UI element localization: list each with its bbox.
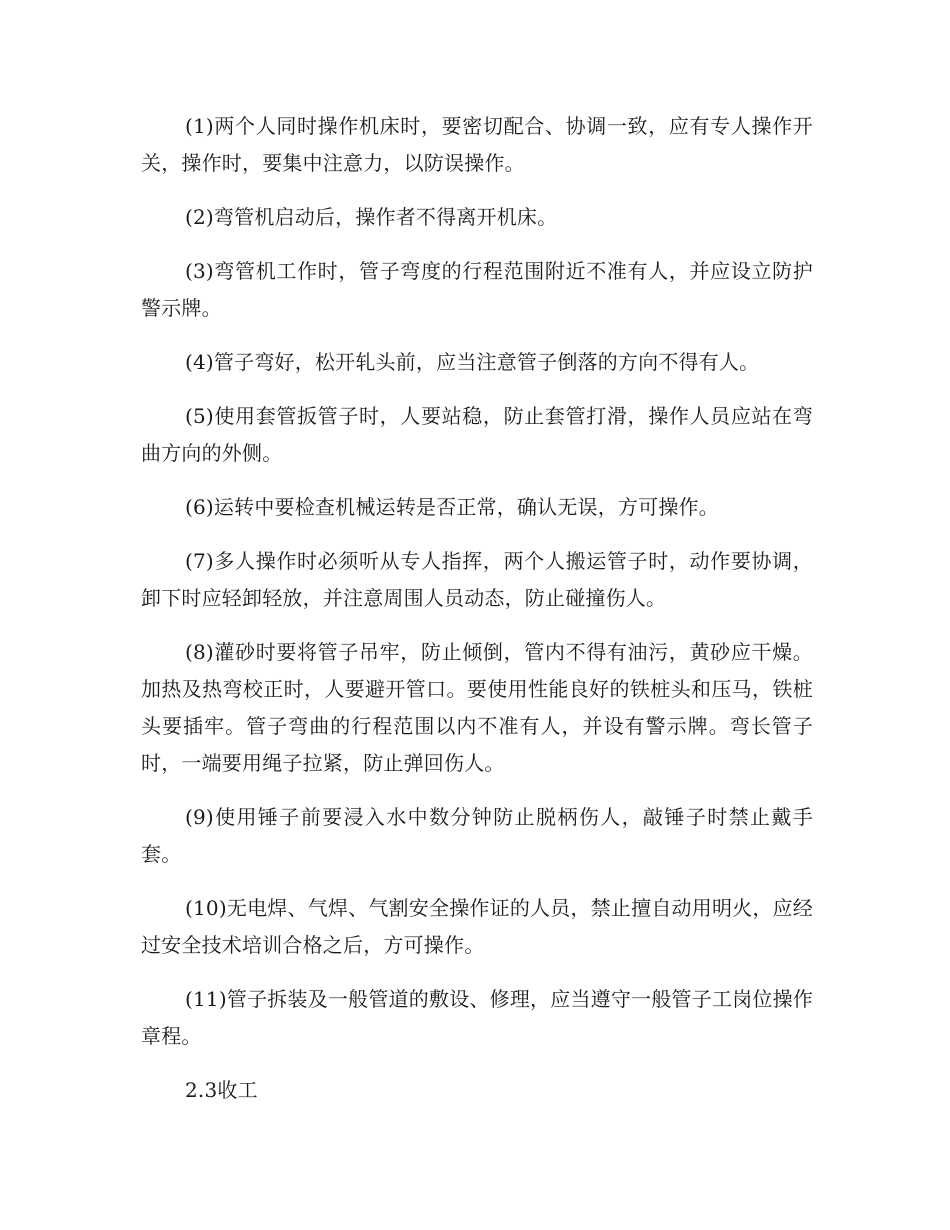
paragraph-4: (4)管子弯好，松开轧头前，应当注意管子倒落的方向不得有人。 <box>185 350 760 374</box>
document-body <box>141 108 813 1109</box>
paragraph-1: (1)两个人同时操作机床时，要密切配合、协调一致，应有专人操作开关，操作时，要集中注意力，以防误操作。 <box>141 114 813 175</box>
paragraph-6: (6)运转中要检查机械运转是否正常，确认无误，方可操作。 <box>185 495 719 519</box>
paragraph-11: (11)管子拆装及一般管道的敷设、修理，应当遵守一般管子工岗位操作章程。 <box>141 987 813 1048</box>
section-heading: 2.3收工 <box>185 1078 258 1102</box>
paragraph-2: (2)弯管机启动后，操作者不得离开机床。 <box>185 205 558 229</box>
paragraph-5: (5)使用套管扳管子时，人要站稳，防止套管打滑，操作人员应站在弯曲方向的外侧。 <box>141 404 813 465</box>
paragraph-3: (3)弯管机工作时，管子弯度的行程范围附近不准有人，并应设立防护警示牌。 <box>141 259 813 320</box>
paragraph-9: (9)使用锤子前要浸入水中数分钟防止脱柄伤人，敲锤子时禁止戴手套。 <box>141 805 813 866</box>
paragraph-7: (7)多人操作时必须听从专人指挥，两个人搬运管子时，动作要协调，卸下时应轻卸轻放，并注意周围人员动态，防止碰撞伤人。 <box>141 549 813 610</box>
paragraph-8: (8)灌砂时要将管子吊牢，防止倾倒，管内不得有油污，黄砂应干燥。加热及热弯校正时，人要避开管口。要使用性能良好的铁桩头和压马，铁桩头要插牢。管子弯曲的行程范围以内不准有人，并设有警示牌。弯长管子时，一端要用绳子拉紧，防止弹回伤人。 <box>141 640 813 775</box>
paragraph-10: (10)无电焊、气焊、气割安全操作证的人员，禁止擅自动用明火，应经过安全技术培训合格之后，方可操作。 <box>141 896 813 957</box>
